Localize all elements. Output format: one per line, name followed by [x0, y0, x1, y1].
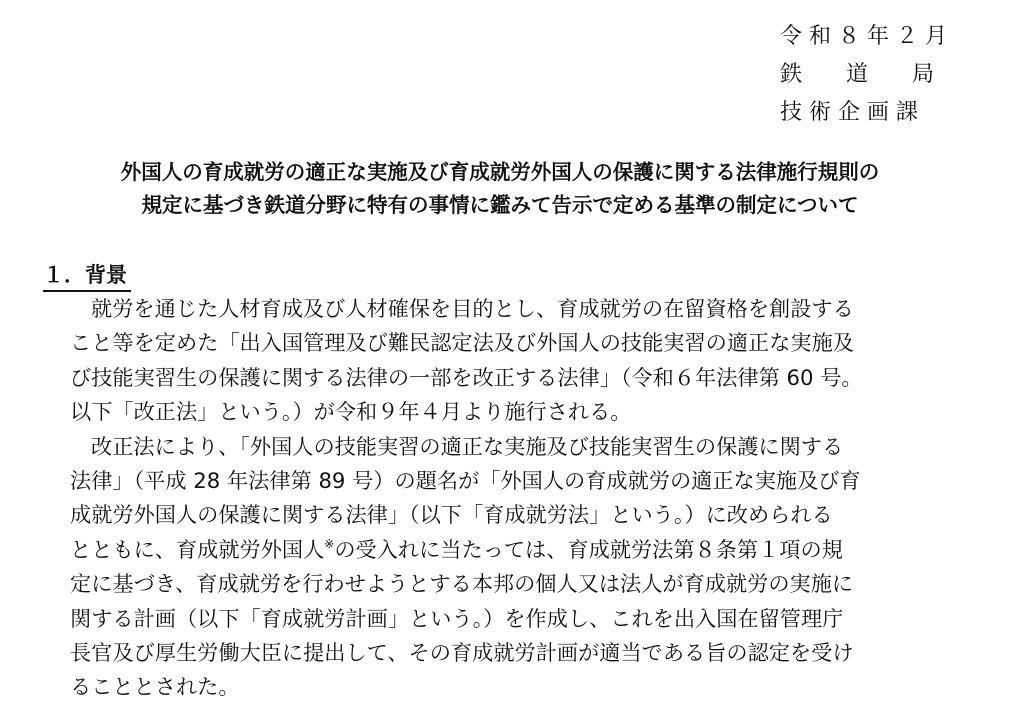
issuer-block [780, 18, 980, 132]
issue-date: 令 和 ８ 年 ２ 月 [780, 24, 947, 49]
paragraph-1-line-4: 以下「改正法」という。）が令和９年４月より施行される。 [70, 399, 632, 425]
issuer-division: 技 術 企 画 課 [780, 100, 918, 125]
line-4-part-a: とともに、育成就労外国人 [70, 536, 325, 562]
paragraph-1-line-2: こと等を定めた「出入国管理及び難民認定法及び外国人の技能実習の適正な実施及 [70, 330, 854, 356]
paragraph-1-line-1: 就労を通じた人材育成及び人材確保を目的とし、育成就労の在留資格を創設する [91, 296, 854, 321]
section-heading-background: １．背景 [43, 260, 131, 292]
section-body [70, 292, 970, 705]
paragraph-2-line-6: 関する計画（以下「育成就労計画」という。）を作成し、これを出入国在留管理庁 [70, 605, 844, 631]
title-line-1: 外国人の育成就労の適正な実施及び育成就労外国人の保護に関する法律施行規則の [120, 160, 880, 184]
paragraph-2-line-5: 定に基づき、育成就労を行わせようとする本邦の個人又は法人が育成就労の実施に [70, 571, 854, 597]
paragraph-2-line-7: 長官及び厚生労働大臣に提出して、その育成就労計画が適当である旨の認定を受け [70, 639, 854, 665]
paragraph-2-line-8: ることとされた。 [70, 674, 240, 700]
paragraph-2-line-3: 成就労外国人の保護に関する法律」（以下「育成就労法」という。）に改められる [70, 502, 833, 528]
issuer-bureau: 鉄 道 局 [780, 62, 935, 87]
paragraph-2-line-1: 改正法により、「外国人の技能実習の適正な実施及び技能実習生の保護に関する [91, 433, 844, 459]
footnote-mark: ※ [324, 536, 335, 551]
line-4-part-b: の受入れに当たっては、育成就労法第８条第１項の規 [334, 536, 843, 562]
document-title [20, 156, 980, 222]
paragraph-2-line-2: 法律」（平成 28 年法律第 89 号）の題名が「外国人の育成就労の適正な実施及び育 [70, 467, 861, 493]
title-line-2: 規定に基づき鉄道分野に特有の事情に鑑みて告示で定める基準の制定について [141, 193, 859, 217]
paragraph-1-line-3: び技能実習生の保護に関する法律の一部を改正する法律」（令和６年法律第 60 号。 [70, 364, 863, 390]
paragraph-2-line-4 [70, 533, 970, 567]
